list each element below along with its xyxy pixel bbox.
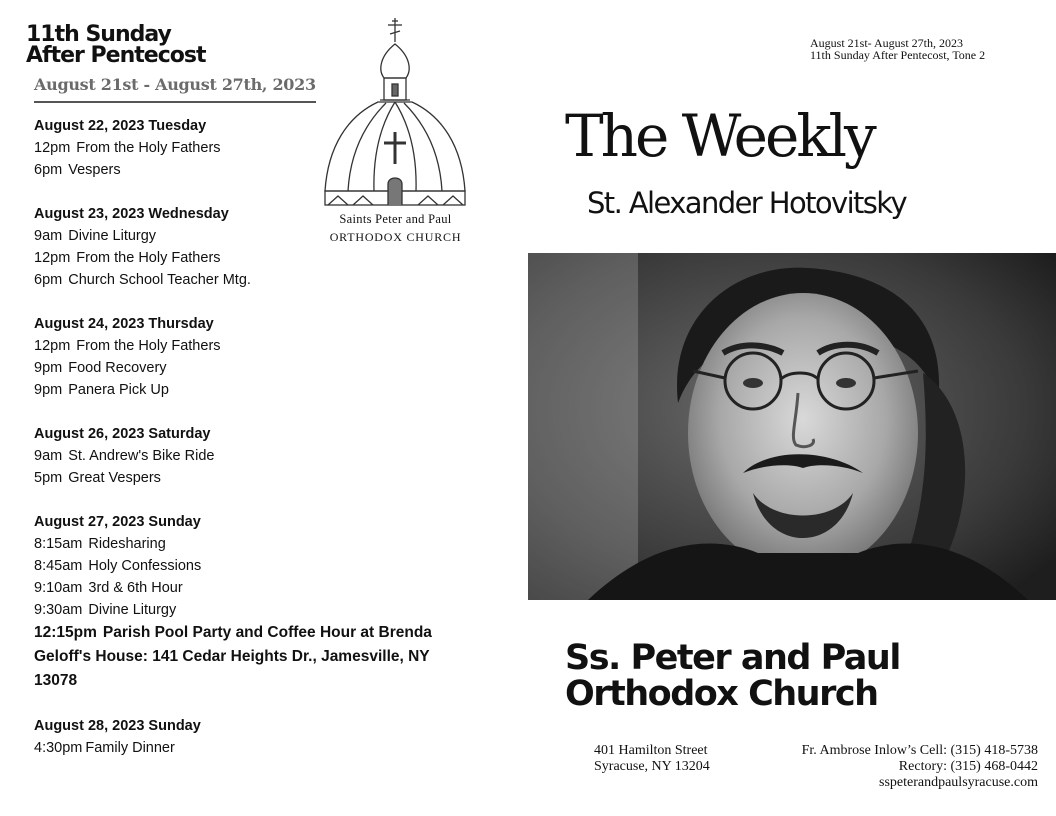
church-address <box>594 743 710 775</box>
schedule-day <box>34 715 474 759</box>
schedule-day-date: August 24, 2023 Thursday <box>34 316 214 332</box>
event-time: 9am <box>34 228 63 244</box>
church-name-line-1: Ss. Peter and Paul <box>565 638 900 678</box>
schedule-event <box>34 533 474 555</box>
divider <box>34 101 316 103</box>
contact-info <box>802 743 1038 791</box>
church-name-heading <box>565 640 900 712</box>
event-description: From the Holy Fathers <box>76 338 221 354</box>
event-description: St. Andrew's Bike Ride <box>68 448 215 464</box>
schedule-event <box>34 335 474 357</box>
event-time: 9:10am <box>34 580 83 596</box>
event-time: 9:30am <box>34 602 83 618</box>
event-time: 8:45am <box>34 558 83 574</box>
website-link[interactable]: sspeterandpaulsyracuse.com <box>879 775 1038 790</box>
schedule-event <box>34 445 474 467</box>
header-date-range: August 21st- August 27th, 2023 <box>810 36 964 50</box>
event-description: From the Holy Fathers <box>76 250 221 266</box>
event-time: 9pm <box>34 382 63 398</box>
schedule-day <box>34 313 474 401</box>
schedule-event <box>34 737 474 759</box>
event-time: 9pm <box>34 360 63 376</box>
event-description: Vespers <box>68 162 121 178</box>
event-description: Food Recovery <box>68 360 167 376</box>
event-description: Great Vespers <box>68 470 161 486</box>
title-line-1: 11th Sunday <box>26 22 171 47</box>
event-description: Family Dinner <box>85 740 175 756</box>
schedule-event <box>34 247 474 269</box>
schedule-event <box>34 467 474 489</box>
logo-church-name: Saints Peter and Paul <box>339 212 452 226</box>
featured-saint-name: St. Alexander Hotovitsky <box>587 186 907 220</box>
priest-cell-phone: Fr. Ambrose Inlow’s Cell: (315) 418-5738 <box>801 743 1038 758</box>
schedule-event <box>34 357 474 379</box>
logo-church-subtitle: ORTHODOX CHURCH <box>329 230 462 244</box>
event-description: Panera Pick Up <box>68 382 169 398</box>
week-range-subtitle: August 21st - August 27th, 2023 <box>34 75 316 94</box>
schedule-day-date: August 22, 2023 Tuesday <box>34 118 207 134</box>
schedule-event <box>34 379 474 401</box>
church-name-line-2: Orthodox Church <box>565 674 878 714</box>
event-description: Divine Liturgy <box>68 228 157 244</box>
schedule-day-date: August 23, 2023 Wednesday <box>34 206 229 222</box>
event-description: Ridesharing <box>88 536 166 552</box>
address-street: 401 Hamilton Street <box>594 743 708 758</box>
address-city: Syracuse, NY 13204 <box>594 759 710 774</box>
schedule-event <box>34 599 474 621</box>
schedule-event <box>34 577 474 599</box>
event-description: Church School Teacher Mtg. <box>68 272 251 288</box>
schedule-event <box>34 555 474 577</box>
bulletin-title: The Weekly <box>565 102 874 170</box>
schedule-day-date: August 26, 2023 Saturday <box>34 426 211 442</box>
schedule-day <box>34 423 474 489</box>
event-description: 3rd & 6th Hour <box>88 580 183 596</box>
schedule-day <box>34 511 474 693</box>
event-time: 12:15pm <box>34 624 97 641</box>
bulletin-left-title <box>26 24 205 66</box>
event-description: Divine Liturgy <box>88 602 177 618</box>
saint-portrait-photo <box>528 253 1056 600</box>
event-time: 8:15am <box>34 536 83 552</box>
event-description: Holy Confessions <box>88 558 202 574</box>
schedule-event <box>34 621 474 693</box>
event-time: 6pm <box>34 272 63 288</box>
header-sunday-tone: 11th Sunday After Pentecost, Tone 2 <box>810 48 986 62</box>
schedule-event <box>34 269 474 291</box>
schedule-day-date: August 27, 2023 Sunday <box>34 514 201 530</box>
event-time: 4:30pm <box>34 740 83 756</box>
event-description: From the Holy Fathers <box>76 140 221 156</box>
rectory-phone: Rectory: (315) 468-0442 <box>898 759 1038 774</box>
title-line-2: After Pentecost <box>26 43 206 68</box>
event-description: Parish Pool Party and Coffee Hour at Brenda Geloff's House: 141 Cedar Heights Dr., Jamesville, NY 13078 <box>34 624 432 689</box>
event-time: 12pm <box>34 338 71 354</box>
event-time: 5pm <box>34 470 63 486</box>
event-time: 12pm <box>34 140 71 156</box>
event-time: 6pm <box>34 162 63 178</box>
event-time: 9am <box>34 448 63 464</box>
schedule-day-date: August 28, 2023 Sunday <box>34 718 201 734</box>
event-time: 12pm <box>34 250 71 266</box>
